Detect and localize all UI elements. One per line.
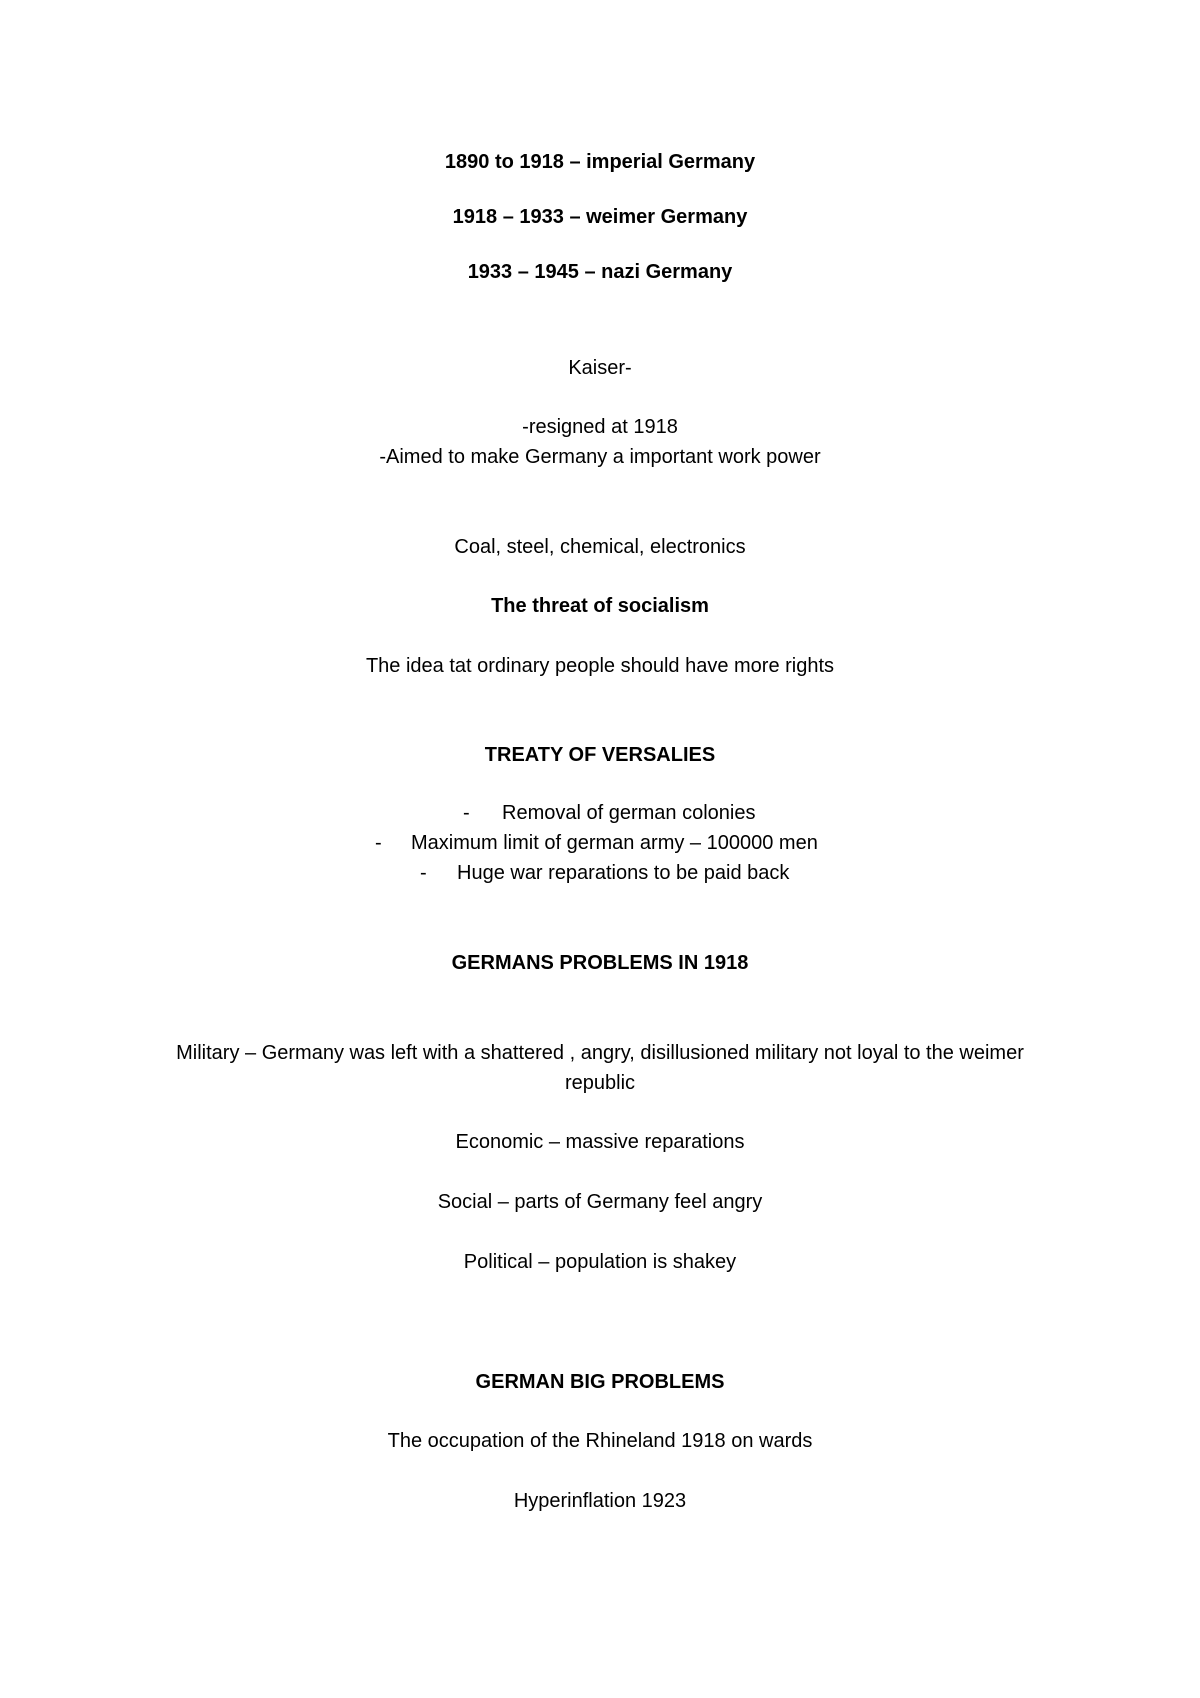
era-weimar: 1918 – 1933 – weimer Germany — [452, 206, 748, 228]
bullet-dash: - — [463, 802, 470, 824]
treaty-item-text: Maximum limit of german army – 100000 men — [411, 832, 818, 854]
kaiser-point-resigned: -resigned at 1918 — [522, 416, 678, 438]
bullet-dash: - — [375, 832, 382, 854]
era-imperial: 1890 to 1918 – imperial Germany — [444, 151, 756, 173]
industries-line: Coal, steel, chemical, electronics — [454, 536, 746, 558]
treaty-heading: TREATY OF VERSALIES — [484, 744, 716, 766]
treaty-item — [0, 829, 1200, 857]
treaty-item — [0, 799, 1200, 827]
treaty-item — [0, 859, 1200, 887]
big-problems-heading: GERMAN BIG PROBLEMS — [475, 1371, 725, 1393]
kaiser-heading: Kaiser- — [568, 357, 632, 379]
socialism-text: The idea tat ordinary people should have more rights — [365, 655, 835, 677]
treaty-item-text: Huge war reparations to be paid back — [457, 862, 790, 884]
era-nazi: 1933 – 1945 – nazi Germany — [467, 261, 733, 283]
problem-economic: Economic – massive reparations — [455, 1131, 745, 1153]
socialism-heading: The threat of socialism — [491, 595, 709, 617]
problem-military: Military – Germany was left with a shattered , angry, disillusioned military not loyal to the weimer republic — [176, 1042, 1024, 1094]
problem-political: Political – population is shakey — [463, 1251, 737, 1273]
treaty-item-text: Removal of german colonies — [502, 802, 756, 824]
big-problem-rhineland: The occupation of the Rhineland 1918 on wards — [387, 1430, 813, 1452]
kaiser-point-aim: -Aimed to make Germany a important work power — [379, 446, 821, 468]
problems-1918-heading: GERMANS PROBLEMS IN 1918 — [451, 952, 749, 974]
problem-social: Social – parts of Germany feel angry — [437, 1191, 763, 1213]
big-problem-hyperinflation: Hyperinflation 1923 — [513, 1490, 687, 1512]
bullet-dash: - — [420, 862, 427, 884]
